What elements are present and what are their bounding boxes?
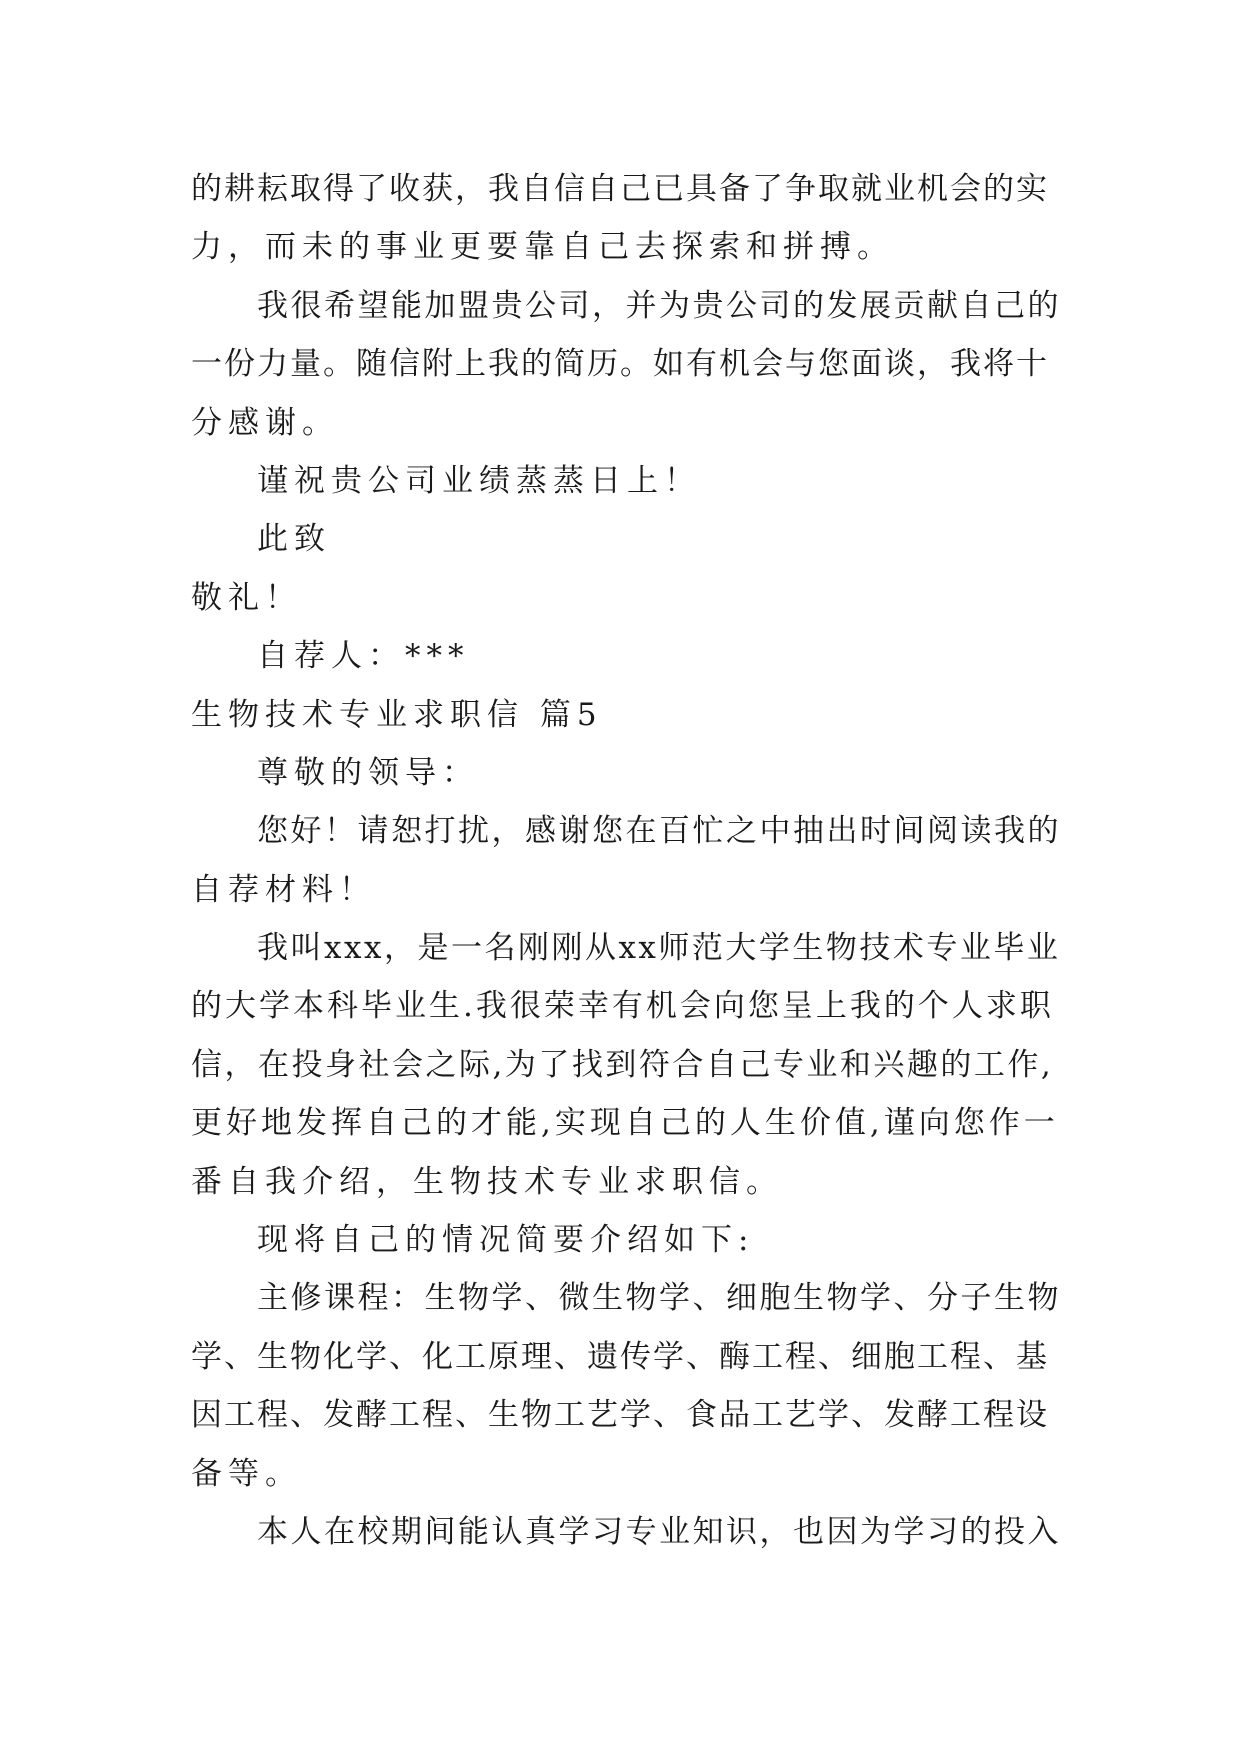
- text-line: 学、生物化学、化工原理、遗传学、酶工程、细胞工程、基: [191, 1338, 1049, 1375]
- text-line: 分感谢。: [191, 404, 339, 441]
- text-line: 尊敬的领导：: [257, 754, 479, 791]
- text-line: 主修课程：生物学、微生物学、细胞生物学、分子生物: [257, 1280, 1061, 1317]
- text-line: 本人在校期间能认真学习专业知识，也因为学习的投入: [257, 1513, 1061, 1550]
- text-line: 自荐人：***: [257, 638, 470, 675]
- text-line: 的耕耘取得了收获，我自信自己已具备了争取就业机会的实: [191, 171, 1049, 207]
- text-line: 我很希望能加盟贵公司，并为贵公司的发展贡献自己的: [257, 287, 1061, 324]
- text-line: 番自我介绍，生物技术专业求职信。: [191, 1163, 783, 1200]
- text-line: 我叫xxx，是一名刚刚从xx师范大学生物技术专业毕业: [257, 930, 1061, 967]
- document-body: [191, 160, 1061, 1561]
- text-line: 敬礼！: [191, 579, 302, 616]
- text-line: 谨祝贵公司业绩蒸蒸日上！: [257, 462, 701, 499]
- text-line: 生物技术专业求职信 篇5: [191, 696, 603, 733]
- text-line: 的大学本科毕业生.我很荣幸有机会向您呈上我的个人求职: [191, 988, 1054, 1025]
- text-line: 自荐材料！: [191, 871, 376, 908]
- text-line: 一份力量。随信附上我的简历。如有机会与您面谈，我将十: [191, 346, 1049, 383]
- text-line: 因工程、发酵工程、生物工艺学、食品工艺学、发酵工程设: [191, 1397, 1049, 1434]
- text-line: 信，在投身社会之际,为了找到符合自己专业和兴趣的工作,: [191, 1046, 1054, 1083]
- text-line: 力，而未的事业更要靠自己去探索和拼搏。: [191, 229, 894, 266]
- text-line: 现将自己的情况简要介绍如下:: [257, 1222, 755, 1259]
- text-line: 备等。: [191, 1455, 302, 1492]
- text-line: 您好！请恕打扰，感谢您在百忙之中抽出时间阅读我的: [257, 813, 1061, 850]
- text-line: 更好地发挥自己的才能,实现自己的人生价值,谨向您作一: [191, 1105, 1059, 1142]
- text-line: 此致: [257, 521, 331, 558]
